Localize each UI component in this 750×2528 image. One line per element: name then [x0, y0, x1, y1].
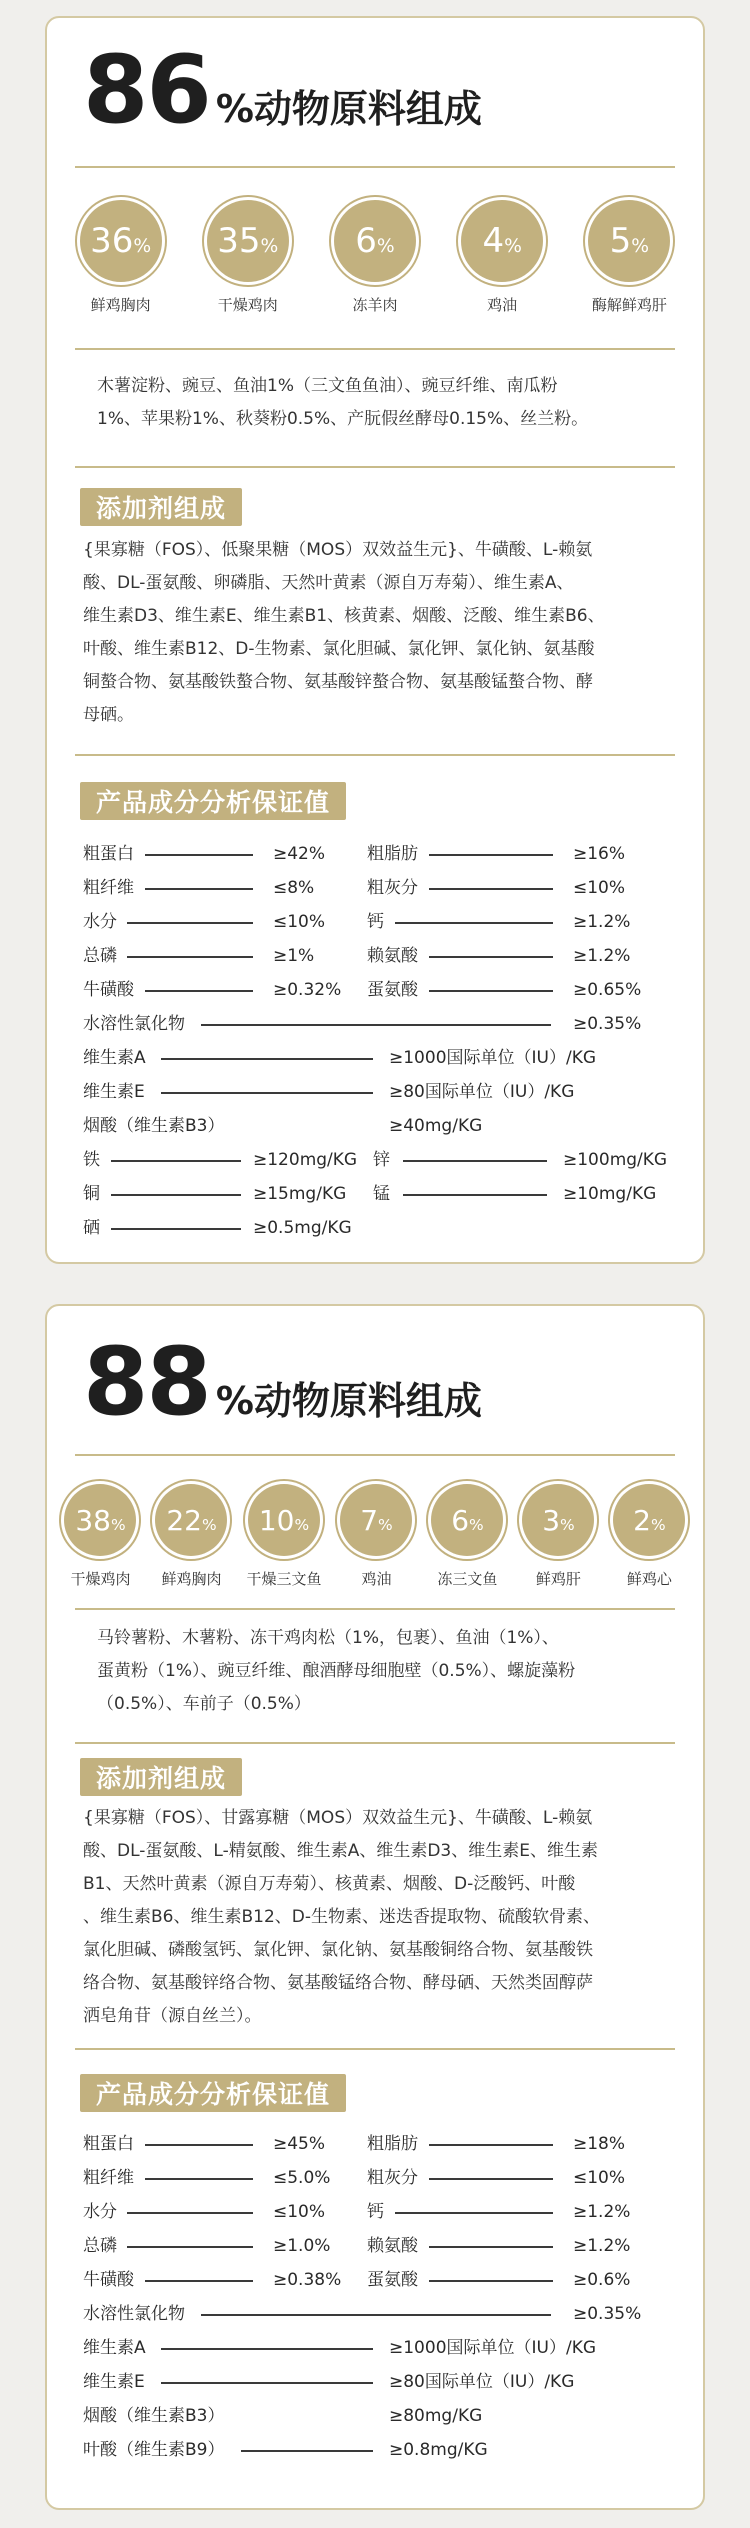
- analysis-row: 锰 ≥10mg/KG: [373, 1184, 657, 1204]
- analysis-row: 烟酸（维生素B3） ≥80mg/KG: [83, 2406, 483, 2426]
- analysis-row: 维生素A ≥1000国际单位（IU）/KG: [83, 1048, 597, 1068]
- analysis-row: 赖氨酸 ≥1.2%: [367, 946, 631, 966]
- analysis-row: 粗灰分 ≤10%: [367, 878, 626, 898]
- divider: [75, 1608, 675, 1610]
- ingredient-label: 鸡油: [361, 1570, 392, 1588]
- divider: [75, 1742, 675, 1744]
- additives-title: 添加剂组成: [80, 488, 242, 526]
- ingredient-circle: [588, 200, 670, 315]
- analysis-row: 水溶性氯化物 ≥0.35%: [83, 1014, 642, 1034]
- analysis-row: 铁 ≥120mg/KG: [83, 1150, 358, 1170]
- ingredients-text: 马铃薯粉、木薯粉、冻干鸡肉松（1%，包裹）、鱼油（1%）、 蛋黄粉（1%）、豌豆纤维、酿酒酵母细胞壁（0.5%）、螺旋藻粉 （0.5%）、车前子（0.5%）: [97, 1628, 576, 1714]
- divider: [75, 1454, 675, 1456]
- percent-badge: 38%: [64, 1484, 136, 1556]
- ingredient-circle: [340, 1484, 412, 1589]
- analysis-row: 维生素E ≥80国际单位（IU）/KG: [83, 1082, 575, 1102]
- ingredient-circle: [431, 1484, 503, 1589]
- analysis-row: 维生素A ≥1000国际单位（IU）/KG: [83, 2338, 597, 2358]
- ingredient-circle: [461, 200, 543, 315]
- analysis-row: 水分 ≤10%: [83, 2202, 326, 2222]
- divider: [75, 166, 675, 168]
- analysis-title: 产品成分分析保证值: [80, 782, 346, 820]
- percent-badge: 5%: [588, 200, 670, 282]
- ingredients-text: 木薯淀粉、豌豆、鱼油1%（三文鱼鱼油）、豌豆纤维、南瓜粉 1%、苹果粉1%、秋葵粉0.5%、产朊假丝酵母0.15%、丝兰粉。: [97, 376, 589, 429]
- ingredient-label: 干燥鸡肉: [217, 296, 278, 314]
- analysis-row: 蛋氨酸 ≥0.6%: [367, 2270, 631, 2290]
- animal-percent-number: 88: [83, 1328, 210, 1437]
- analysis-row: 维生素E ≥80国际单位（IU）/KG: [83, 2372, 575, 2392]
- product-card-2: [45, 1304, 705, 2510]
- headline: [83, 1328, 482, 1437]
- percent-badge: 36%: [80, 200, 162, 282]
- ingredient-label: 冻三文鱼: [437, 1570, 498, 1588]
- ingredient-circle: [613, 1484, 685, 1589]
- analysis-row: 水分 ≤10%: [83, 912, 326, 932]
- divider: [75, 2048, 675, 2050]
- ingredient-circle: [64, 1484, 136, 1589]
- analysis-row: 烟酸（维生素B3） ≥40mg/KG: [83, 1116, 483, 1136]
- analysis-row: 总磷 ≥1%: [83, 946, 315, 966]
- analysis-row: 叶酸（维生素B9） ≥0.8mg/KG: [83, 2440, 488, 2460]
- ingredient-circles: [47, 200, 703, 315]
- analysis-row: 粗灰分 ≤10%: [367, 2168, 626, 2188]
- ingredient-label: 鲜鸡胸肉: [161, 1570, 222, 1588]
- analysis-row: 锌 ≥100mg/KG: [373, 1150, 668, 1170]
- percent-badge: 3%: [522, 1484, 594, 1556]
- percent-badge: 10%: [248, 1484, 320, 1556]
- divider: [75, 754, 675, 756]
- percent-badge: 6%: [431, 1484, 503, 1556]
- additives-text: {果寡糖（FOS）、甘露寡糖（MOS）双效益生元}、牛磺酸、L-赖氨 酸、DL-蛋氨酸、L-精氨酸、维生素A、维生素D3、维生素E、维生素 B1、天然叶黄素（源自万寿菊）、核黄素、烟酸、D-泛酸钙、叶酸 、维生素B6、维生素B12、D-生物素、迷迭香提取物、硫酸软骨素、 氯化胆碱、磷酸氢钙、氯化钾、氯化钠、氨基酸铜络合物、氨基酸铁 络合物、氨基酸锌络合物、氨基酸锰络合物、酵母硒、天然类固醇萨 洒皂角苷（源自丝兰）。: [83, 1808, 600, 2026]
- additives-title: 添加剂组成: [80, 1758, 242, 1796]
- ingredient-circle: [334, 200, 416, 315]
- analysis-row: 水溶性氯化物 ≥0.35%: [83, 2304, 642, 2324]
- percent-badge: 4%: [461, 200, 543, 282]
- ingredient-label: 冻羊肉: [352, 296, 398, 314]
- analysis-row: 粗脂肪 ≥18%: [367, 2134, 626, 2154]
- ingredient-circle: [522, 1484, 594, 1589]
- ingredient-label: 鲜鸡心: [626, 1570, 672, 1588]
- analysis-row: 硒 ≥0.5mg/KG: [83, 1218, 352, 1238]
- headline-text: %动物原料组成: [215, 87, 482, 131]
- percent-badge: 2%: [613, 1484, 685, 1556]
- ingredient-label: 鲜鸡肝: [535, 1570, 581, 1588]
- analysis-title: 产品成分分析保证值: [80, 2074, 346, 2112]
- analysis-row: 粗纤维 ≤5.0%: [83, 2168, 331, 2188]
- analysis-row: 粗蛋白 ≥42%: [83, 844, 326, 864]
- ingredient-label: 鸡油: [487, 296, 518, 314]
- ingredient-circle: [246, 1484, 321, 1589]
- ingredient-label: 酶解鲜鸡肝: [591, 296, 667, 314]
- percent-badge: 22%: [155, 1484, 227, 1556]
- percent-badge: 7%: [340, 1484, 412, 1556]
- animal-percent-number: 86: [83, 36, 210, 145]
- analysis-row: 总磷 ≥1.0%: [83, 2236, 331, 2256]
- analysis-row: 赖氨酸 ≥1.2%: [367, 2236, 631, 2256]
- analysis-row: 钙 ≥1.2%: [367, 2202, 631, 2222]
- analysis-row: 粗蛋白 ≥45%: [83, 2134, 326, 2154]
- percent-badge: 35%: [207, 200, 289, 282]
- percent-badge: 6%: [334, 200, 416, 282]
- ingredient-label: 干燥鸡肉: [70, 1570, 131, 1588]
- divider: [75, 466, 675, 468]
- analysis-row: 牛磺酸 ≥0.38%: [83, 2270, 342, 2290]
- divider: [75, 348, 675, 350]
- product-card-1: [45, 16, 705, 1264]
- headline-text: %动物原料组成: [215, 1379, 482, 1423]
- ingredient-label: 鲜鸡胸肉: [90, 296, 151, 314]
- additives-text: {果寡糖（FOS）、低聚果糖（MOS）双效益生元}、牛磺酸、L-赖氨 酸、DL-蛋氨酸、卵磷脂、天然叶黄素（源自万寿菊）、维生素A、 维生素D3、维生素E、维生素B1、核黄素、烟酸、泛酸、维生素B6、 叶酸、维生素B12、D-生物素、氯化胆碱、氯化钾、氯化钠、氨基酸 铜螯合物、氨基酸铁螯合物、氨基酸锌螯合物、氨基酸锰螯合物、酵 母硒。: [83, 540, 605, 725]
- headline: [83, 36, 482, 145]
- ingredient-circle: [207, 200, 289, 315]
- ingredient-circles: [47, 1484, 703, 1589]
- analysis-row: 铜 ≥15mg/KG: [83, 1184, 347, 1204]
- ingredient-circle: [155, 1484, 227, 1589]
- analysis-row: 蛋氨酸 ≥0.65%: [367, 980, 642, 1000]
- analysis-row: 粗纤维 ≤8%: [83, 878, 315, 898]
- analysis-row: 钙 ≥1.2%: [367, 912, 631, 932]
- analysis-row: 粗脂肪 ≥16%: [367, 844, 626, 864]
- analysis-row: 牛磺酸 ≥0.32%: [83, 980, 342, 1000]
- ingredient-circle: [80, 200, 162, 315]
- ingredient-label: 干燥三文鱼: [246, 1570, 322, 1588]
